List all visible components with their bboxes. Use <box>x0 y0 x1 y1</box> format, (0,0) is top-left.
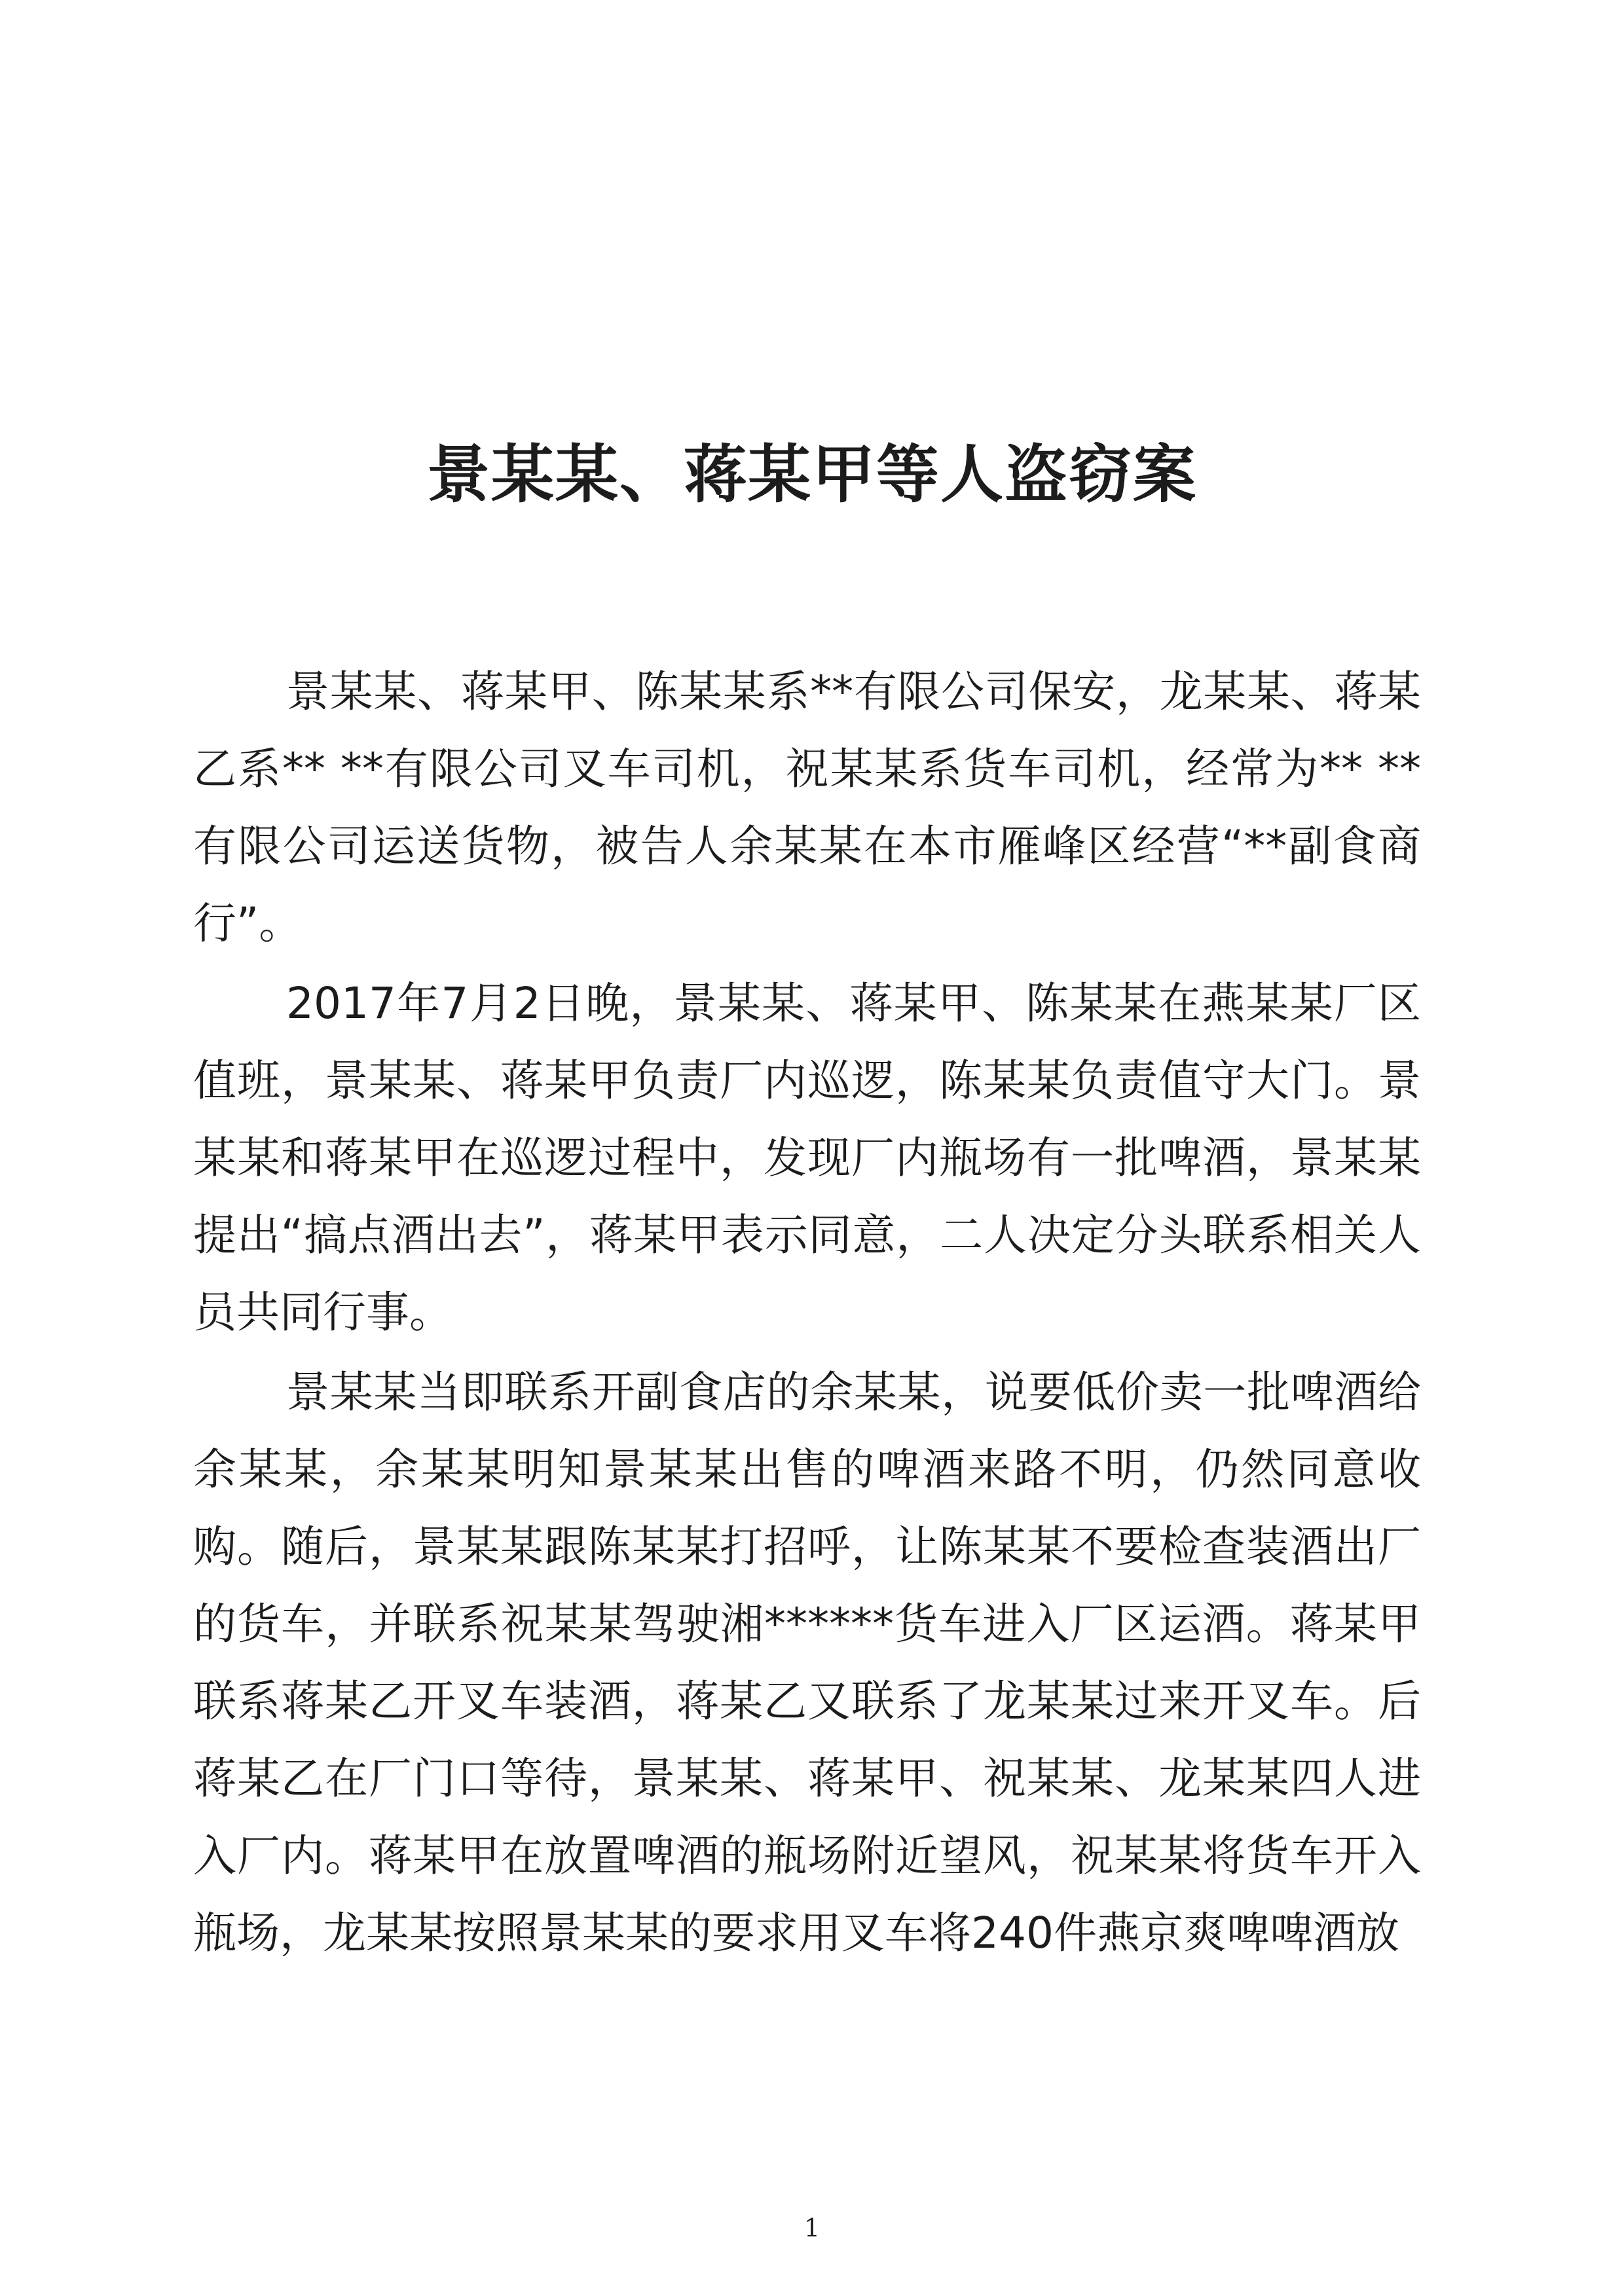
paragraph-1: 景某某、蒋某甲、陈某某系**有限公司保安，龙某某、蒋某乙系** **有限公司叉车司机，祝某某系货车司机，经常为** **有限公司运送货物，被告人余某某在本市雁峰区经营“**副食商行”。 <box>193 666 1421 949</box>
page-number: 1 <box>803 2214 821 2242</box>
document-title: 景某某、蒋某甲等人盗窃案 <box>427 438 1197 511</box>
document-body <box>193 653 1421 1975</box>
paragraph-2: 2017年7月2日晚，景某某、蒋某甲、陈某某在燕某某厂区值班，景某某、蒋某甲负责厂内巡逻，陈某某负责值守大门。景某某和蒋某甲在巡逻过程中，发现厂内瓶场有一批啤酒，景某某提出“搞点酒出去”，蒋某甲表示同意，二人决定分头联系相关人员共同行事。 <box>193 978 1421 1338</box>
paragraph-3: 景某某当即联系开副食店的余某某，说要低价卖一批啤酒给余某某，余某某明知景某某出售的啤酒来路不明，仍然同意收购。随后，景某某跟陈某某打招呼，让陈某某不要检查装酒出厂的货车，并联系祝某某驾驶湘******货车进入厂区运酒。蒋某甲联系蒋某乙开叉车装酒，蒋某乙又联系了龙某某过来开叉车。后蒋某乙在厂门口等待，景某某、蒋某甲、祝某某、龙某某四人进入厂内。蒋某甲在放置啤酒的瓶场附近望风，祝某某将货车开入瓶场，龙某某按照景某某的要求用叉车将240件燕京爽啤啤酒放 <box>193 1367 1421 1958</box>
